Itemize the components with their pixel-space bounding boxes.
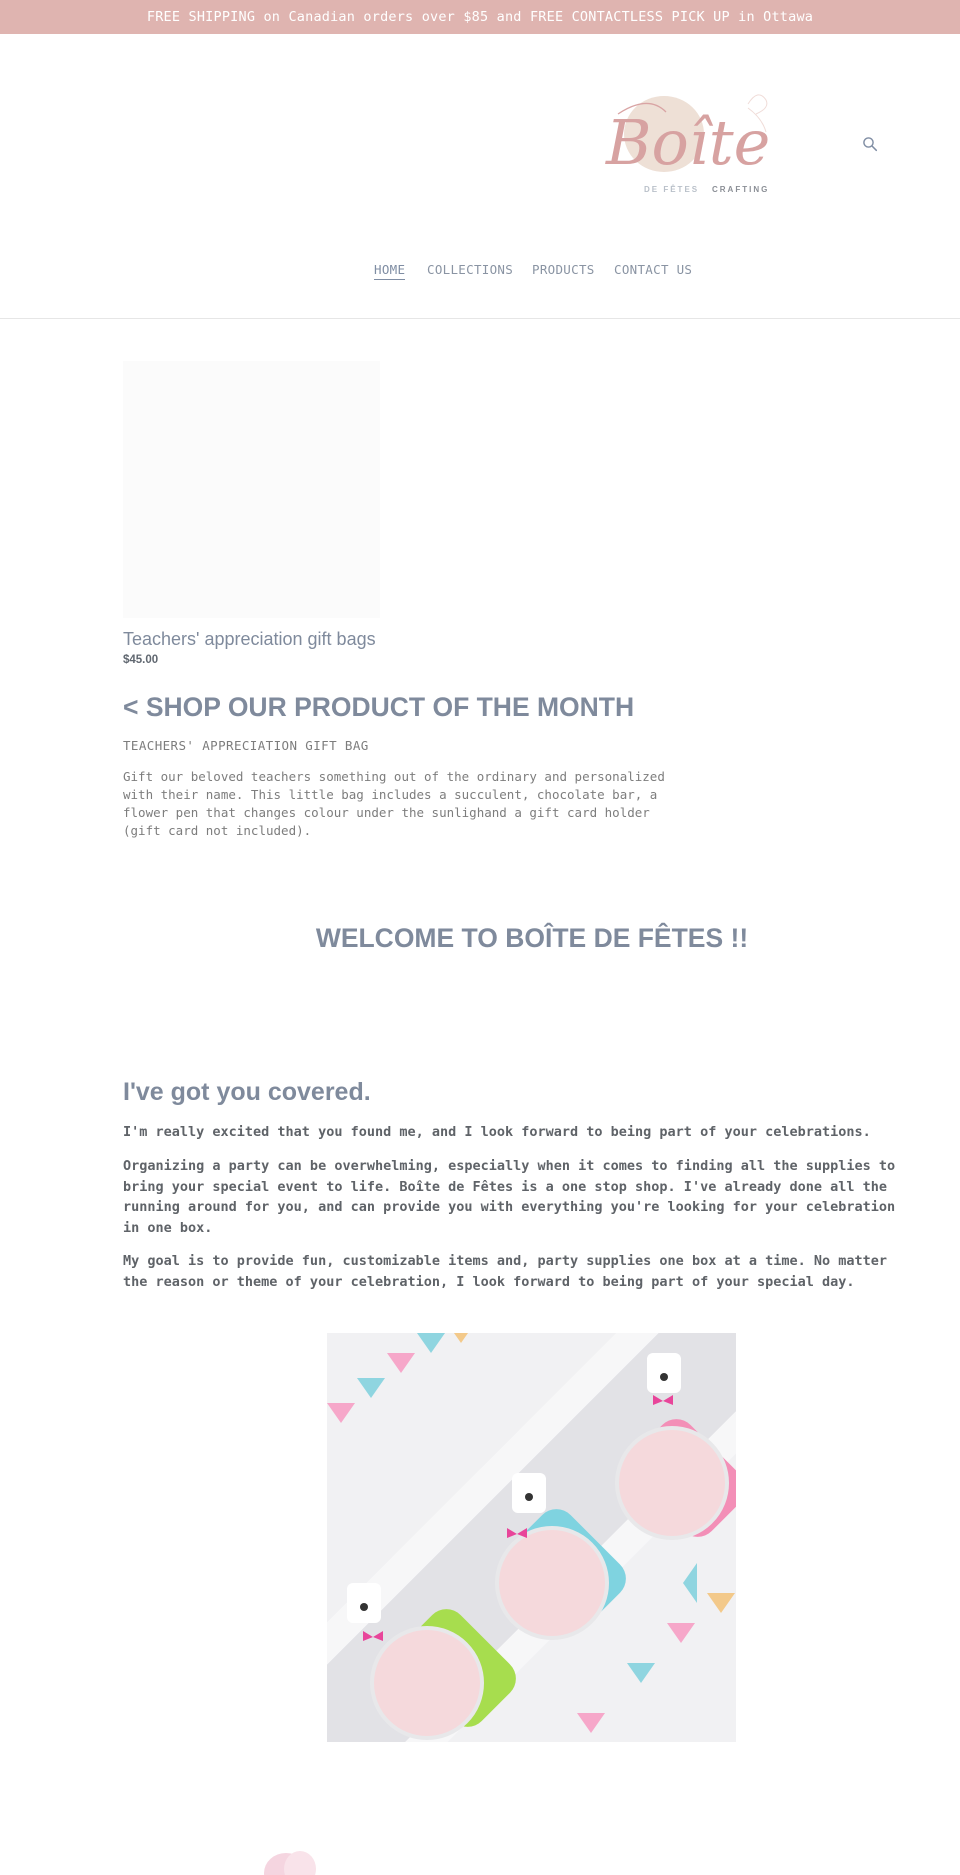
announcement-bar [0, 0, 960, 34]
product-title[interactable]: Teachers' appreciation gift bags [123, 629, 376, 649]
about-paragraph-2: Organizing a party can be overwhelming, especially when it comes to finding all the supplies to bring your special event to life. Boîte de Fêtes is a one stop shop. I've already done all the running around for you, and can provide you with everything you're looking for your celebration in one box. [123, 1158, 896, 1236]
header-divider [0, 318, 960, 319]
search-icon [862, 136, 878, 152]
logo-sub-left: DE FÊTES [644, 185, 700, 194]
nav-item-collections[interactable]: COLLECTIONS [427, 262, 514, 277]
party-table-image [327, 1333, 736, 1742]
product-price: $45.00 [123, 654, 159, 666]
search-button[interactable] [858, 132, 882, 156]
nav-item-contact-us[interactable]: CONTACT US [614, 262, 693, 277]
nav-item-products[interactable]: PRODUCTS [532, 262, 595, 277]
featured-description: Gift our beloved teachers something out of the ordinary and personalized with their name. This little bag includes a succulent, chocolate bar, a flower pen that changes colour under the sunlighand a gift card holder (gift card not included). [123, 769, 665, 838]
logo-main-text: Boîte [606, 106, 771, 179]
main-nav [0, 262, 960, 284]
about-heading: I've got you covered. [123, 1078, 371, 1106]
welcome-heading: WELCOME TO BOÎTE DE FÊTES !! [315, 923, 749, 953]
product-image[interactable] [123, 361, 380, 618]
featured-subtitle: TEACHERS' APPRECIATION GIFT BAG [123, 738, 369, 753]
logo[interactable] [598, 84, 798, 208]
about-paragraph-1: I'm really excited that you found me, and I look forward to being part of your celebrations. [123, 1124, 871, 1140]
announcement-text: FREE SHIPPING on Canadian orders over $85 and FREE CONTACTLESS PICK UP in Ottawa [146, 9, 814, 25]
bottom-decoration-image [258, 1845, 348, 1875]
nav-item-home[interactable]: HOME [374, 262, 405, 280]
about-paragraph-3: My goal is to provide fun, customizable items and, party supplies one box at a time. No matter the reason or theme of your celebration, I look forward to being part of your special day. [123, 1253, 888, 1290]
featured-heading: < SHOP OUR PRODUCT OF THE MONTH [123, 692, 635, 722]
logo-sub-right: CRAFTING [712, 185, 770, 194]
